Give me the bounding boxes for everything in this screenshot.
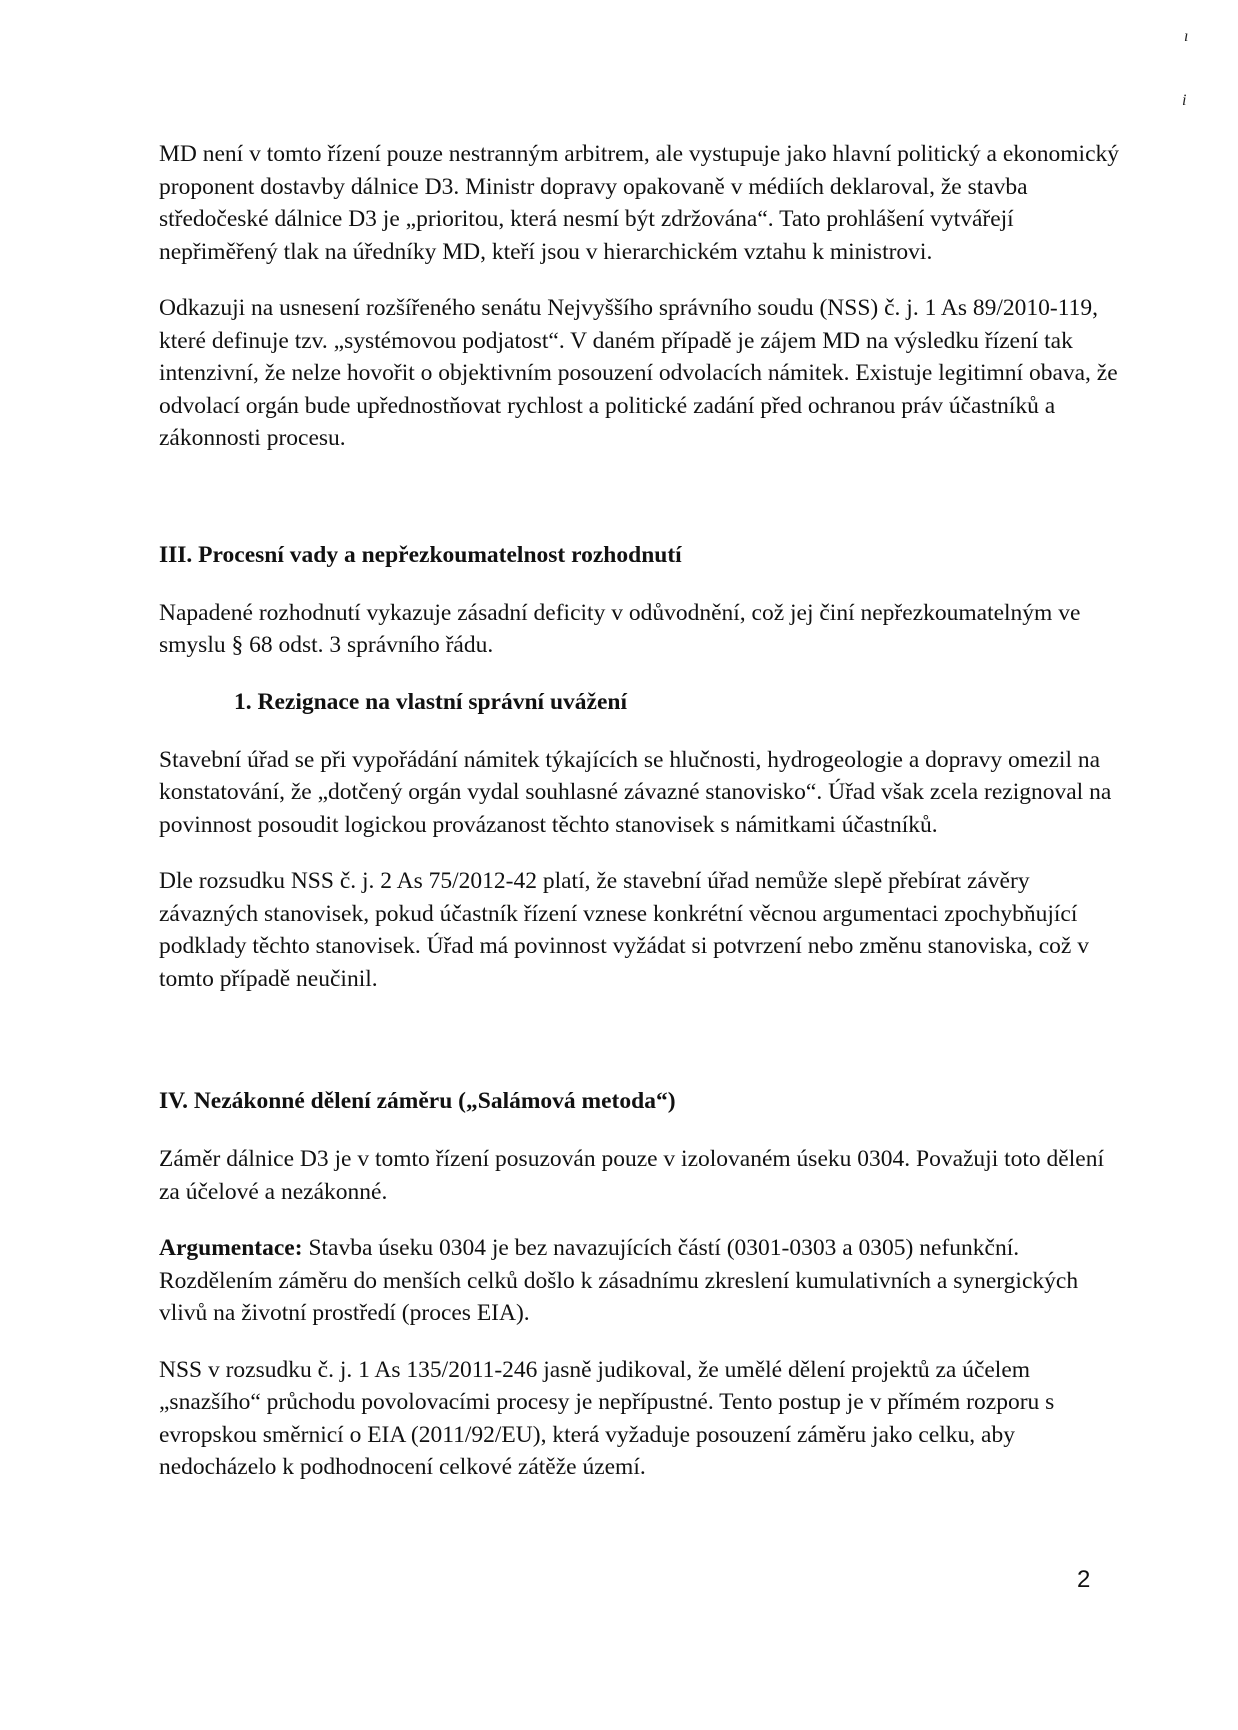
- section-iii-heading: III. Procesní vady a nepřezkoumatelnost rozhodnutí: [159, 541, 682, 568]
- paragraph-d3-division: Záměr dálnice D3 je v tomto řízení posuzován pouze v izolovaném úseku 0304. Považuji toto dělení za účelové a nezákonné.: [159, 1146, 1104, 1205]
- subsection-1-heading: 1. Rezignace na vlastní správní uvážení: [234, 688, 627, 715]
- section-iii-intro: Napadené rozhodnutí vykazuje zásadní deficity v odůvodnění, což jej činí nepřezkoumatelným ve smyslu § 68 odst. 3 správního řádu.: [159, 599, 1081, 658]
- paragraph-resignation: Stavební úřad se při vypořádání námitek týkajících se hlučnosti, hydrogeologie a dopravy omezil na konstatování, že „dotčený orgán vydal souhlasné závazné stanovisko“. Úřad však zcela rezignoval na povinnost posoudit logickou provázanost těchto stanovisek s námitkami účastníků.: [159, 746, 1112, 838]
- paragraph-nss-ruling-1as: NSS v rozsudku č. j. 1 As 135/2011-246 jasně judikoval, že umělé dělení projektů za účelem „snazšího“ průchodu povolovacími procesy je nepřípustné. Tento postup je v přímém rozporu s evropskou směrnicí o EIA (2011/92/EU), která vyžaduje posouzení záměru jako celku, aby nedocházelo k podhodnocení celkové zátěže území.: [159, 1356, 1055, 1480]
- section-iv-heading: IV. Nezákonné dělení záměru („Salámová metoda“): [159, 1088, 676, 1114]
- document-body: [159, 138, 1119, 1484]
- margin-mark-second: i: [1182, 92, 1187, 109]
- argument-text: Stavba úseku 0304 je bez navazujících částí (0301-0303 a 0305) nefunkční. Rozdělením záměru do menších celků došlo k zásadnímu zkreslení kumulativních a synergických vlivů na životní prostředí (proces EIA).: [159, 1235, 1079, 1326]
- paragraph-md-role: MD není v tomto řízení pouze nestranným arbitrem, ale vystupuje jako hlavní politický a ekonomický proponent dostavby dálnice D3. Ministr dopravy opakovaně v médiích deklaroval, že stavba středočeské dálnice D3 je „prioritou, která nesmí být zdržována“. Tato prohlášení vytvářejí nepřiměřený tlak na úředníky MD, kteří jsou v hierarchickém vztahu k ministrovi.: [159, 141, 1120, 265]
- margin-mark-top: ı: [1184, 28, 1189, 45]
- paragraph-systemic-bias: Odkazuji na usnesení rozšířeného senátu Nejvyššího správního soudu (NSS) č. j. 1 As 89/2010-119, které definuje tzv. „systémovou podjatost“. V daném případě je zájem MD na výsledku řízení tak intenzivní, že nelze hovořit o objektivním posouzení odvolacích námitek. Existuje legitimní obava, že odvolací orgán bude upřednostňovat rychlost a politické zadání před ochranou práv účastníků a zákonnosti procesu.: [159, 295, 1118, 451]
- page-number: 2: [1077, 1566, 1091, 1593]
- argument-label: Argumentace:: [159, 1235, 303, 1261]
- paragraph-argumentation: [159, 1232, 1119, 1330]
- paragraph-nss-ruling-2as: Dle rozsudku NSS č. j. 2 As 75/2012-42 platí, že stavební úřad nemůže slepě přebírat závěry závazných stanovisek, pokud účastník řízení vznese konkrétní věcnou argumentaci zpochybňující podklady těchto stanovisek. Úřad má povinnost vyžádat si potvrzení nebo změnu stanoviska, což v tomto případě neučinil.: [159, 868, 1089, 992]
